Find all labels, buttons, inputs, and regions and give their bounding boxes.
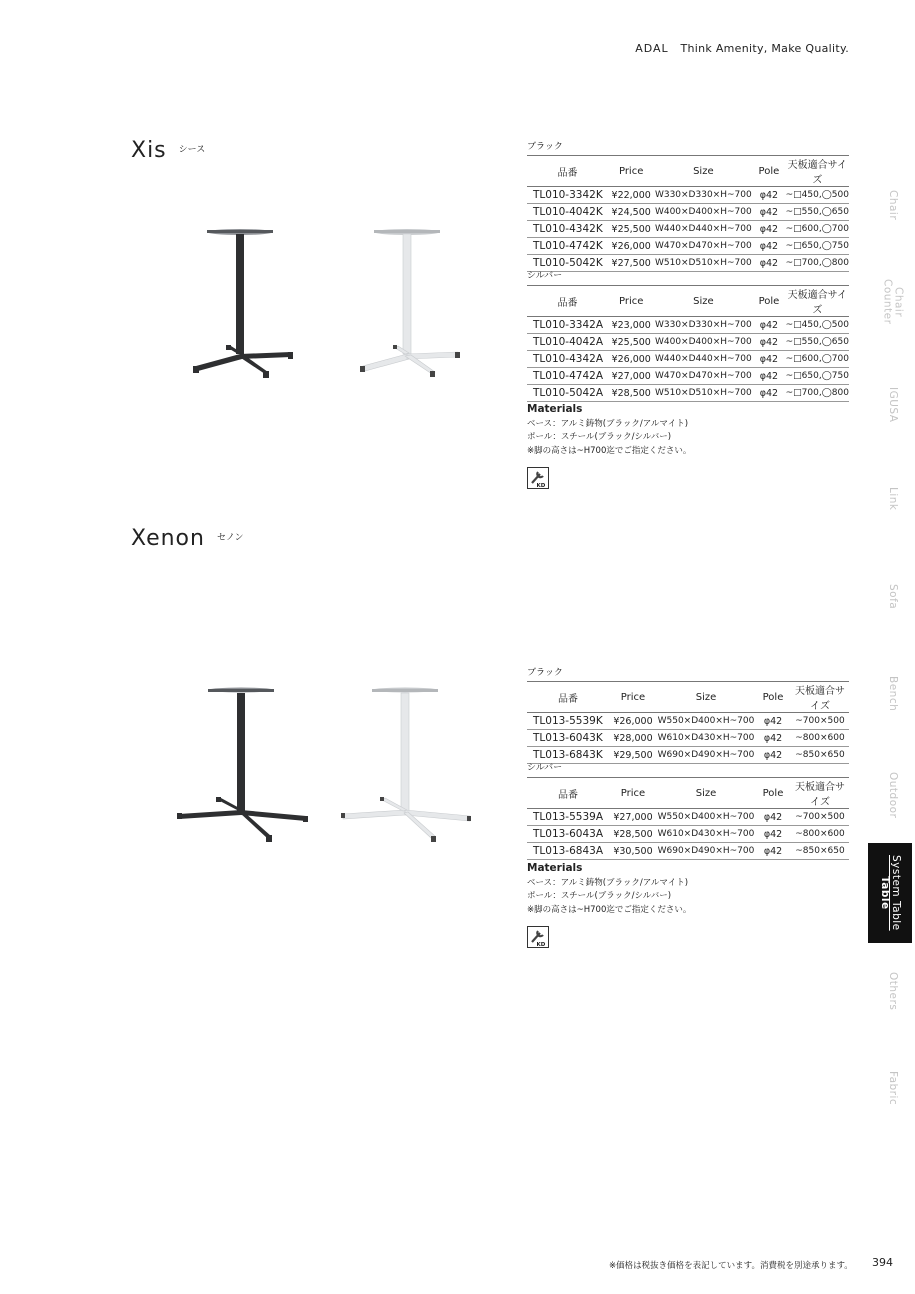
cell-price: ¥26,000: [608, 238, 655, 255]
table-header-row: [527, 778, 849, 809]
column-header-top-size: 天板適合サイズ: [791, 682, 849, 713]
cell-size: W550×D400×H~700: [657, 713, 755, 730]
nav-item-label: Outdoor: [887, 771, 899, 819]
column-header-size: Size: [654, 156, 752, 187]
nav-item-label: Bench: [887, 676, 899, 712]
table-row: [527, 187, 849, 204]
side-navigation: [870, 0, 915, 1294]
column-header-price: Price: [609, 778, 657, 809]
cell-size: W510×D510×H~700: [654, 385, 752, 402]
cell-code: TL013-6043A: [527, 826, 609, 843]
color-label-black: ブラック: [527, 142, 563, 152]
nav-item-counter-chair[interactable]: [870, 252, 915, 352]
cell-price: ¥28,000: [609, 730, 657, 747]
cell-code: TL010-4742K: [527, 238, 608, 255]
table-row: [527, 221, 849, 238]
nav-item-chair[interactable]: [870, 155, 915, 255]
cell-price: ¥25,500: [608, 334, 655, 351]
cell-top-size: ~800×600: [791, 826, 849, 843]
nav-item-label: IGUSA: [887, 387, 899, 423]
column-header-size: Size: [657, 682, 755, 713]
spec-table-xenon-silver: [527, 777, 849, 860]
cell-price: ¥26,000: [609, 713, 657, 730]
cell-size: W330×D330×H~700: [654, 317, 752, 334]
cell-code: TL010-3342A: [527, 317, 608, 334]
spec-table-xenon-black: [527, 681, 849, 764]
cell-code: TL010-5042A: [527, 385, 608, 402]
xis-black-table-base-image: [188, 226, 300, 378]
cell-top-size: ~□650,◯750: [786, 368, 849, 385]
cell-size: W610×D430×H~700: [657, 826, 755, 843]
table-row: [527, 843, 849, 860]
cell-pole: φ42: [755, 730, 791, 747]
cell-size: W440×D440×H~700: [654, 351, 752, 368]
cell-top-size: ~850×650: [791, 747, 849, 764]
cell-code: TL010-4042K: [527, 204, 608, 221]
materials-title: Materials: [527, 862, 583, 874]
nav-item-label: Fabric: [887, 1070, 899, 1106]
cell-size: W690×D490×H~700: [657, 843, 755, 860]
cell-size: W470×D470×H~700: [654, 238, 752, 255]
table-row: [527, 368, 849, 385]
cell-pole: φ42: [752, 221, 785, 238]
brand-name: ADAL: [635, 42, 669, 55]
cell-top-size: ~□700,◯800: [786, 385, 849, 402]
column-header-code: 品番: [527, 156, 608, 187]
column-header-size: Size: [654, 286, 752, 317]
column-header-code: 品番: [527, 778, 609, 809]
cell-top-size: ~□550,◯650: [786, 334, 849, 351]
materials-line: ※脚の高さは~H700迄でご指定ください。: [527, 445, 692, 456]
cell-code: TL013-5539A: [527, 809, 609, 826]
table-row: [527, 826, 849, 843]
cell-price: ¥25,500: [608, 221, 655, 238]
cell-top-size: ~□650,◯750: [786, 238, 849, 255]
color-label-silver: シルバー: [527, 271, 563, 281]
cell-price: ¥23,000: [608, 317, 655, 334]
cell-size: W610×D430×H~700: [657, 730, 755, 747]
knockdown-label: KD: [536, 942, 546, 948]
table-row: [527, 351, 849, 368]
cell-top-size: ~850×650: [791, 843, 849, 860]
cell-pole: φ42: [755, 809, 791, 826]
column-header-top-size: 天板適合サイズ: [786, 156, 849, 187]
cell-price: ¥30,500: [609, 843, 657, 860]
nav-item-label: Table: [879, 876, 891, 910]
cell-code: TL010-5042K: [527, 255, 608, 272]
materials-block-xenon: [527, 862, 691, 917]
cell-pole: φ42: [755, 843, 791, 860]
cell-size: W510×D510×H~700: [654, 255, 752, 272]
table-row: [527, 334, 849, 351]
cell-code: TL013-5539K: [527, 713, 609, 730]
cell-pole: φ42: [752, 187, 785, 204]
color-label-black: ブラック: [527, 668, 563, 678]
cell-pole: φ42: [752, 255, 785, 272]
table-row: [527, 317, 849, 334]
cell-pole: φ42: [752, 204, 785, 221]
table-row: [527, 238, 849, 255]
column-header-code: 品番: [527, 682, 609, 713]
spec-table-xis-silver: [527, 285, 849, 402]
nav-item-fabric[interactable]: [870, 1038, 915, 1138]
cell-size: W400×D400×H~700: [654, 334, 752, 351]
cell-top-size: ~800×600: [791, 730, 849, 747]
column-header-pole: Pole: [755, 778, 791, 809]
table-row: [527, 204, 849, 221]
product-name: Xis: [131, 138, 167, 163]
knockdown-label: KD: [536, 483, 546, 489]
cell-price: ¥27,000: [608, 368, 655, 385]
cell-top-size: ~700×500: [791, 713, 849, 730]
nav-item-bench[interactable]: [870, 644, 915, 744]
materials-line: ベース：アルミ鋳物(ブラック/アルマイト): [527, 877, 689, 888]
cell-pole: φ42: [752, 385, 785, 402]
knockdown-wrench-icon: [527, 467, 549, 489]
nav-item-label: Link: [887, 487, 899, 511]
table-row: [527, 730, 849, 747]
color-label-silver: シルバー: [527, 763, 563, 773]
cell-top-size: ~□450,◯500: [786, 317, 849, 334]
materials-line: ベース：アルミ鋳物(ブラック/アルマイト): [527, 418, 689, 429]
cell-size: W690×D490×H~700: [657, 747, 755, 764]
spec-table-xis-black: [527, 155, 849, 272]
cell-price: ¥22,000: [608, 187, 655, 204]
cell-top-size: ~□600,◯700: [786, 351, 849, 368]
materials-title: Materials: [527, 403, 583, 415]
cell-pole: φ42: [752, 238, 785, 255]
materials-line: ポール：スチール(ブラック/シルバー): [527, 891, 672, 901]
cell-price: ¥27,000: [609, 809, 657, 826]
nav-item-label: Chair: [887, 189, 899, 221]
table-row: [527, 255, 849, 272]
nav-item-label-2: Chair: [892, 286, 905, 318]
column-header-top-size: 天板適合サイズ: [786, 286, 849, 317]
table-row: [527, 713, 849, 730]
materials-line: ※脚の高さは~H700迄でご指定ください。: [527, 904, 692, 915]
nav-item-sofa[interactable]: [870, 547, 915, 647]
cell-code: TL013-6043K: [527, 730, 609, 747]
cell-size: W440×D440×H~700: [654, 221, 752, 238]
cell-size: W400×D400×H~700: [654, 204, 752, 221]
cell-price: ¥28,500: [608, 385, 655, 402]
cell-top-size: ~□450,◯500: [786, 187, 849, 204]
cell-top-size: ~□550,◯650: [786, 204, 849, 221]
page-number: 394: [872, 1256, 893, 1269]
brand-tagline: Think Amenity, Make Quality.: [680, 42, 849, 55]
materials-block-xis: [527, 403, 691, 458]
cell-pole: φ42: [752, 351, 785, 368]
nav-item-outdoor[interactable]: [870, 745, 915, 845]
cell-code: TL010-4342K: [527, 221, 608, 238]
cell-size: W550×D400×H~700: [657, 809, 755, 826]
table-header-row: [527, 156, 849, 187]
cell-top-size: ~700×500: [791, 809, 849, 826]
cell-code: TL010-4742A: [527, 368, 608, 385]
column-header-top-size: 天板適合サイズ: [791, 778, 849, 809]
section-title-xis: [131, 138, 205, 163]
nav-item-igusa[interactable]: [870, 355, 915, 455]
cell-pole: φ42: [752, 334, 785, 351]
cell-size: W470×D470×H~700: [654, 368, 752, 385]
column-header-pole: Pole: [752, 156, 785, 187]
nav-item-label: Others: [887, 971, 899, 1011]
cell-code: TL013-6843A: [527, 843, 609, 860]
column-header-price: Price: [608, 286, 655, 317]
cell-top-size: ~□600,◯700: [786, 221, 849, 238]
nav-item-link[interactable]: [870, 449, 915, 549]
column-header-pole: Pole: [752, 286, 785, 317]
column-header-code: 品番: [527, 286, 608, 317]
cell-pole: φ42: [752, 368, 785, 385]
column-header-price: Price: [608, 156, 655, 187]
xenon-silver-table-base-image: [338, 686, 474, 846]
column-header-price: Price: [609, 682, 657, 713]
cell-code: TL010-3342K: [527, 187, 608, 204]
cell-price: ¥29,500: [609, 747, 657, 764]
cell-price: ¥27,500: [608, 255, 655, 272]
cell-code: TL010-4042A: [527, 334, 608, 351]
cell-price: ¥26,000: [608, 351, 655, 368]
cell-code: TL013-6843K: [527, 747, 609, 764]
cell-top-size: ~□700,◯800: [786, 255, 849, 272]
cell-pole: φ42: [755, 713, 791, 730]
product-name-kana: セノン: [216, 532, 244, 543]
product-name: Xenon: [131, 526, 205, 551]
cell-size: W330×D330×H~700: [654, 187, 752, 204]
nav-item-table-active[interactable]: [868, 843, 912, 943]
nav-item-others[interactable]: [870, 941, 915, 1041]
column-header-size: Size: [657, 778, 755, 809]
table-header-row: [527, 286, 849, 317]
nav-item-label-2: System Table: [890, 855, 902, 931]
cell-code: TL010-4342A: [527, 351, 608, 368]
table-header-row: [527, 682, 849, 713]
table-row: [527, 747, 849, 764]
cell-pole: φ42: [755, 826, 791, 843]
cell-pole: φ42: [752, 317, 785, 334]
nav-item-label: Sofa: [887, 584, 899, 610]
page-header: [635, 42, 849, 55]
cell-price: ¥24,500: [608, 204, 655, 221]
product-name-kana: シース: [178, 144, 206, 155]
xis-silver-table-base-image: [355, 226, 467, 378]
knockdown-wrench-icon: [527, 926, 549, 948]
tax-note: ※価格は税抜き価格を表記しています。消費税を別途承ります。: [609, 1261, 853, 1271]
xenon-black-table-base-image: [174, 686, 310, 846]
materials-line: ポール：スチール(ブラック/シルバー): [527, 432, 672, 442]
section-title-xenon: [131, 526, 244, 551]
table-row: [527, 385, 849, 402]
cell-pole: φ42: [755, 747, 791, 764]
column-header-pole: Pole: [755, 682, 791, 713]
cell-price: ¥28,500: [609, 826, 657, 843]
nav-item-label: Counter: [881, 279, 894, 325]
table-row: [527, 809, 849, 826]
